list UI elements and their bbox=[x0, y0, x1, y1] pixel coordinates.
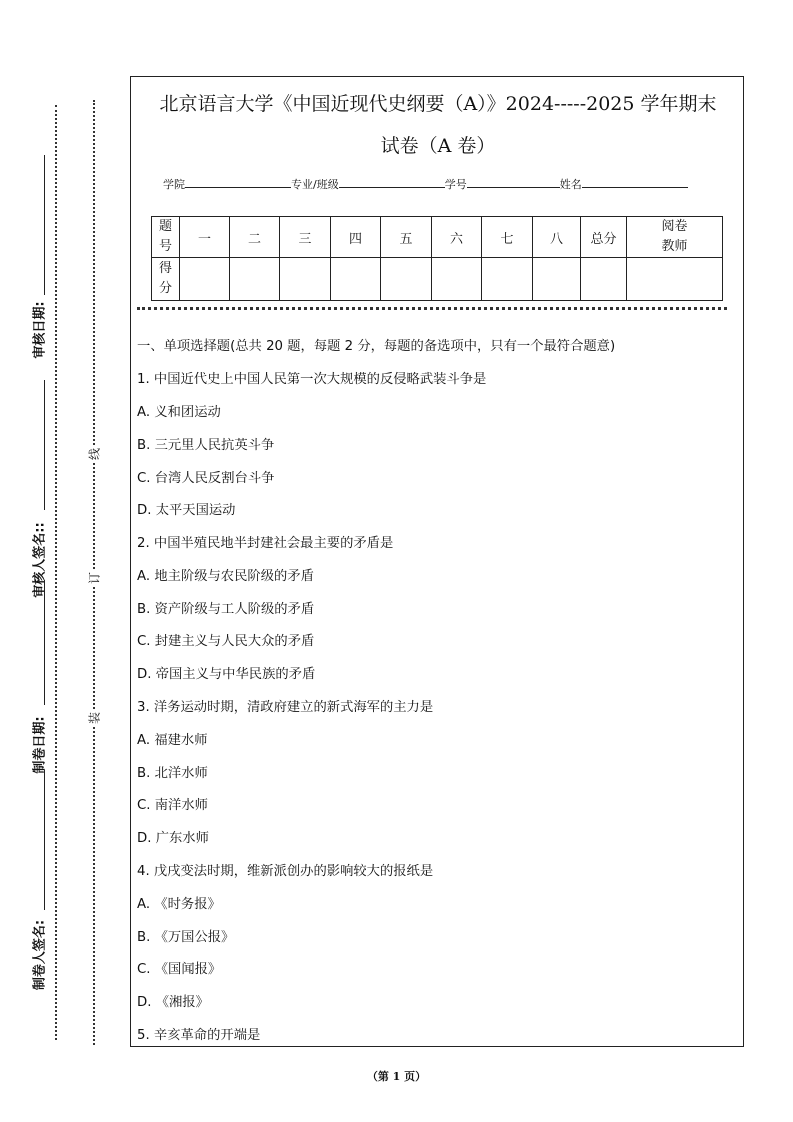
question-stem: 5. 辛亥革命的开端是 bbox=[137, 1028, 261, 1043]
col-header: 三 bbox=[280, 217, 331, 258]
option: B. 《万国公报》 bbox=[137, 930, 235, 945]
score-cell[interactable] bbox=[381, 258, 432, 301]
reviewer-signature-label: 审核人签名:: bbox=[32, 522, 48, 598]
reviewer-signature-line bbox=[44, 380, 45, 510]
binding-mark-ding: 订 bbox=[87, 571, 102, 585]
student-info-row bbox=[163, 175, 688, 192]
exam-title-line2: 试卷（A 卷） bbox=[380, 135, 496, 157]
grader-cell[interactable] bbox=[627, 258, 723, 301]
score-cell[interactable] bbox=[180, 258, 230, 301]
grader-header: 阅卷 教师 bbox=[627, 217, 723, 258]
score-cell[interactable] bbox=[280, 258, 331, 301]
question-stem: 3. 洋务运动时期，清政府建立的新式海军的主力是 bbox=[137, 700, 434, 715]
section-heading: 一、单项选择题(总共 20 题，每题 2 分，每题的备选项中，只有一个最符合题意) bbox=[137, 339, 616, 354]
score-table-header-row bbox=[152, 217, 723, 258]
col-header: 四 bbox=[331, 217, 381, 258]
col-header: 七 bbox=[482, 217, 533, 258]
option: B. 三元里人民抗英斗争 bbox=[137, 438, 275, 453]
option: D. 《湘报》 bbox=[137, 995, 209, 1010]
student-id-field[interactable] bbox=[467, 175, 560, 188]
col-header: 一 bbox=[180, 217, 230, 258]
make-date-label: 制卷日期: bbox=[32, 716, 48, 774]
name-label: 姓名 bbox=[559, 178, 582, 191]
option: A. 地主阶级与农民阶级的矛盾 bbox=[137, 569, 314, 584]
option: D. 广东水师 bbox=[137, 831, 209, 846]
page-number: （第 1 页） bbox=[366, 1070, 427, 1083]
maker-signature-label: 制卷人签名: bbox=[32, 919, 48, 991]
college-field[interactable] bbox=[185, 175, 291, 188]
exam-title: 北京语言大学《中国近现代史纲要（A）》2024-----2025 学年期末 bbox=[159, 93, 717, 115]
score-table-score-row bbox=[152, 258, 723, 301]
question-stem: 2. 中国半殖民地半封建社会最主要的矛盾是 bbox=[137, 536, 394, 551]
major-class-field[interactable] bbox=[339, 175, 445, 188]
col-header: 二 bbox=[230, 217, 280, 258]
option: B. 北洋水师 bbox=[137, 766, 208, 781]
maker-signature-line bbox=[44, 770, 45, 910]
college-label: 学院 bbox=[163, 178, 185, 191]
question-stem: 4. 戊戌变法时期，维新派创办的影响较大的报纸是 bbox=[137, 864, 434, 879]
question-number-header: 题 号 bbox=[152, 217, 180, 258]
name-field[interactable] bbox=[582, 175, 688, 188]
option: C. 南洋水师 bbox=[137, 798, 208, 813]
binding-mark-zhuang: 装 bbox=[87, 711, 102, 725]
major-label: 专业/班级 bbox=[291, 178, 339, 191]
review-date-line bbox=[44, 155, 45, 295]
total-score-cell[interactable] bbox=[581, 258, 627, 301]
review-date-label: 审核日期: bbox=[32, 301, 48, 359]
make-date-line bbox=[44, 580, 45, 705]
score-cell[interactable] bbox=[533, 258, 581, 301]
score-cell[interactable] bbox=[230, 258, 280, 301]
option: A. 义和团运动 bbox=[137, 405, 221, 420]
col-header: 六 bbox=[432, 217, 482, 258]
exam-frame bbox=[130, 76, 744, 1047]
section-divider bbox=[137, 307, 727, 310]
score-cell[interactable] bbox=[331, 258, 381, 301]
col-header: 八 bbox=[533, 217, 581, 258]
binding-mark-xian: 线 bbox=[87, 447, 102, 461]
option: A. 《时务报》 bbox=[137, 897, 221, 912]
option: C. 《国闻报》 bbox=[137, 962, 222, 977]
option: B. 资产阶级与工人阶级的矛盾 bbox=[137, 602, 315, 617]
option: C. 封建主义与人民大众的矛盾 bbox=[137, 634, 315, 649]
score-cell[interactable] bbox=[432, 258, 482, 301]
score-row-header: 得 分 bbox=[152, 258, 180, 301]
option: A. 福建水师 bbox=[137, 733, 208, 748]
question-stem: 1. 中国近代史上中国人民第一次大规模的反侵略武装斗争是 bbox=[137, 372, 487, 387]
col-header: 五 bbox=[381, 217, 432, 258]
total-header: 总分 bbox=[581, 217, 627, 258]
option: D. 帝国主义与中华民族的矛盾 bbox=[137, 667, 316, 682]
binding-dotted-line-inner bbox=[55, 105, 57, 1040]
option: D. 太平天国运动 bbox=[137, 503, 236, 518]
score-cell[interactable] bbox=[482, 258, 533, 301]
option: C. 台湾人民反割台斗争 bbox=[137, 471, 275, 486]
score-table bbox=[151, 216, 723, 301]
student-id-label: 学号 bbox=[444, 178, 467, 191]
